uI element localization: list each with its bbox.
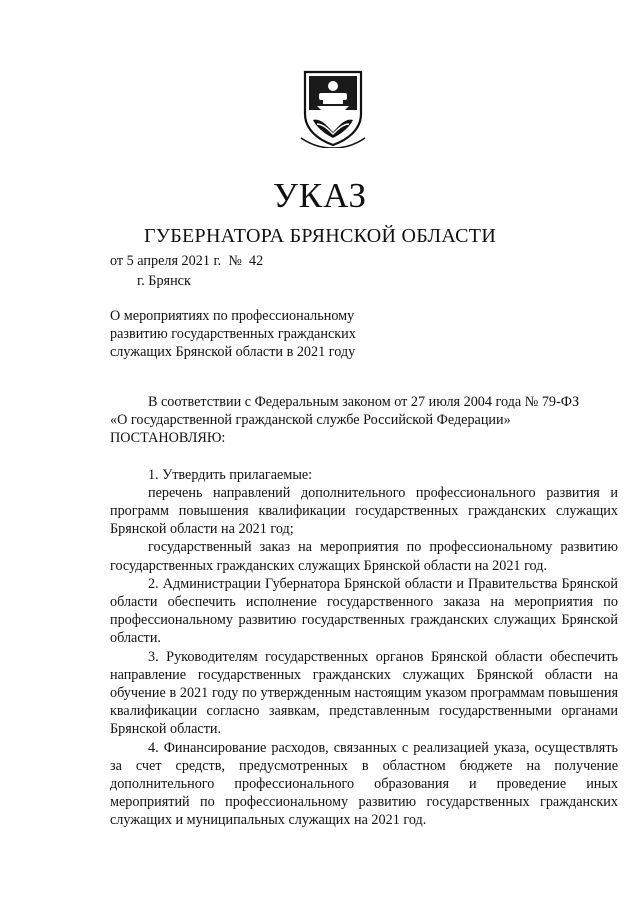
- subject-line: О мероприятиях по профессиональному: [110, 308, 355, 324]
- coat-of-arms-icon: [299, 68, 367, 148]
- document-date-line: [110, 252, 263, 270]
- clause-4: 4. Финансирование расходов, связанных с реализацией указа, осуществлять за счет средств, предусмотренных в областном бюджете на получение дополнительного профессионального образования и проведение иных мероприятий по профессиональному развитию государственных гражданских служащих и муниципальных служащих на 2021 год.: [110, 739, 618, 829]
- clause-2: 2. Администрации Губернатора Брянской области и Правительства Брянской области обеспечить исполнение государственного заказа на мероприятия по профессиональному развитию государственных гражданских служащих Брянской области.: [110, 575, 618, 647]
- clause-1-title: 1. Утвердить прилагаемые:: [148, 466, 313, 483]
- clause-1-item-1: перечень направлений дополнительного профессионального развития и программ повышения квалификации государственных гражданских служащих Брянской области на 2021 год;: [110, 484, 618, 538]
- document-date: от 5 апреля 2021 г.: [110, 253, 222, 269]
- decree-word: ПОСТАНОВЛЯЮ:: [110, 430, 226, 447]
- document-title: УКАЗ: [272, 176, 368, 215]
- document-subject: [110, 307, 410, 362]
- number-label: №: [228, 253, 242, 269]
- preamble-line: «О государственной гражданской службе Российской Федерации»: [110, 412, 511, 429]
- subject-line: служащих Брянской области в 2021 году: [110, 344, 356, 361]
- clause-3: 3. Руководителям государственных органов Брянской области обеспечить направление государственных гражданских служащих Брянской области на обучение в 2021 году по утвержденным настоящим указом программам повышения квалификации согласно заявкам, представленным государственными органами Брянской области.: [110, 648, 618, 738]
- clause-1-item-2: государственный заказ на мероприятия по профессиональному развитию государственных гражданских служащих Брянской области на 2021 год.: [110, 539, 618, 574]
- preamble-cont: [110, 411, 618, 447]
- document-body: [110, 393, 618, 830]
- document-number: 42: [248, 253, 264, 269]
- document-city: г. Брянск: [137, 273, 191, 289]
- preamble: [110, 393, 618, 411]
- preamble-line: В соответствии с Федеральным законом от 27 июля 2004 года № 79-ФЗ: [148, 394, 580, 410]
- subject-line: развитию государственных гражданских: [110, 326, 356, 343]
- document-issuer: ГУБЕРНАТОРА БРЯНСКОЙ ОБЛАСТИ: [143, 225, 497, 247]
